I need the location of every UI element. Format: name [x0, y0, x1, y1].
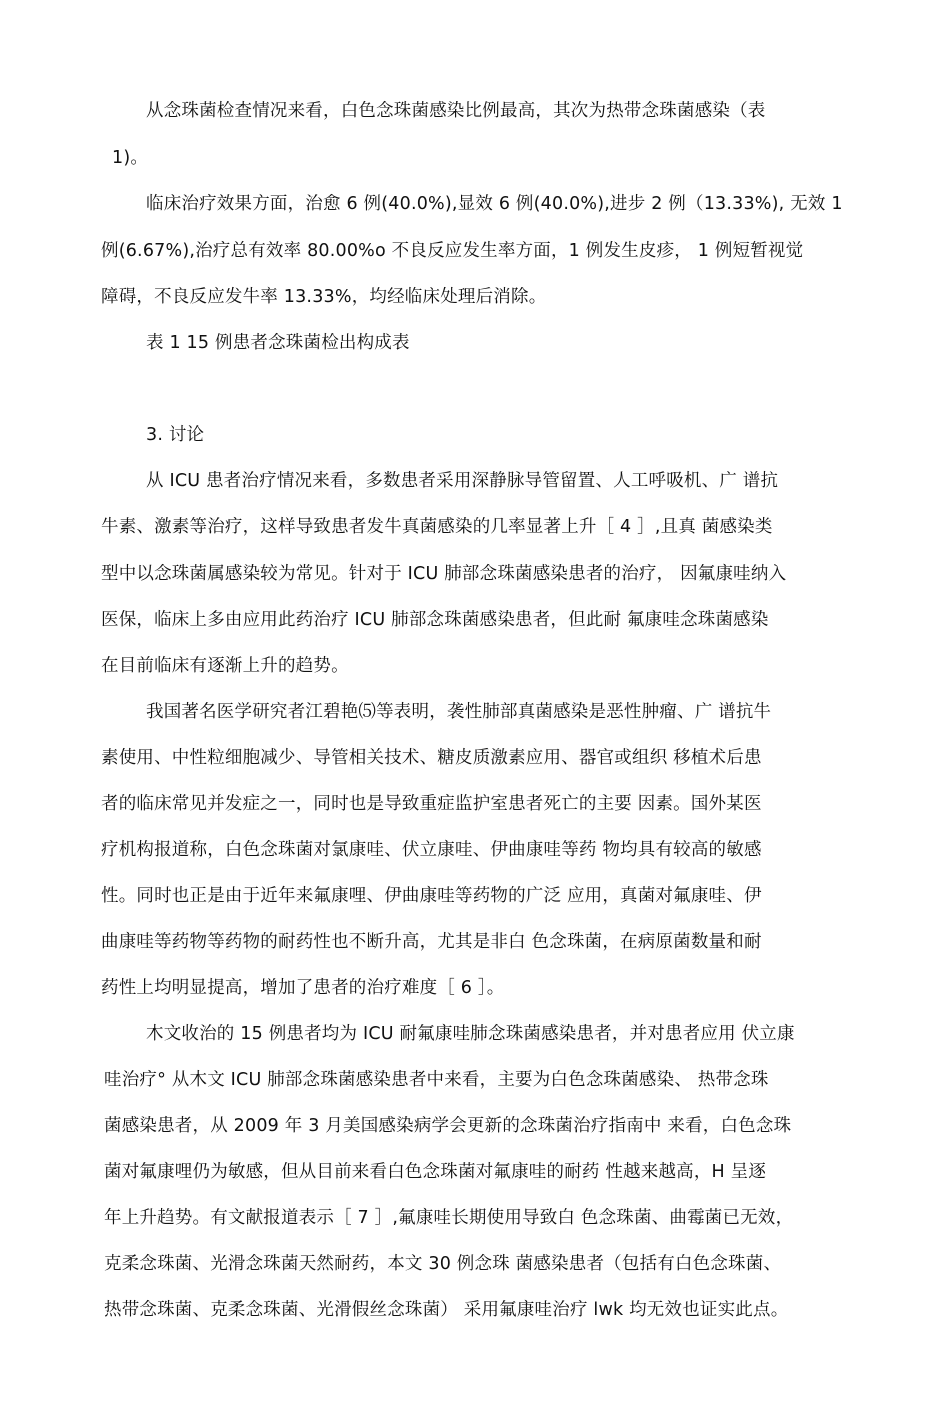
paragraph-3-line-5: 在目前临床有逐渐上升的趋势。: [101, 656, 349, 676]
table-caption: 表 1 15 例患者念珠菌检出构成表: [146, 333, 410, 353]
paragraph-5-line-2: 哇治疗° 从木文 ICU 肺部念珠菌感染患者中来看，主要为白色念珠菌感染、 热带念珠: [104, 1070, 769, 1090]
paragraph-1-line-2: 1)。: [112, 148, 149, 168]
paragraph-5-line-4: 菌对氟康哩仍为敏感，但从目前来看白色念珠菌对氟康哇的耐药 性越来越高，H 呈逐: [104, 1162, 767, 1182]
section-heading-discussion: 3. 讨论: [146, 425, 205, 445]
paragraph-4-line-2: 素使用、中性粒细胞减少、导管相关技术、糖皮质激素应用、器官或组织 移植术后患: [101, 748, 762, 768]
paragraph-4-line-4: 疗机构报道称，白色念珠菌对氯康哇、伏立康哇、伊曲康哇等药 物均具有较高的敏感: [101, 840, 762, 860]
paragraph-4-line-5: 性。同时也正是由于近年来氟康哩、伊曲康哇等药物的广泛 应用，真菌对氟康哇、伊: [101, 886, 762, 906]
paragraph-5-line-1: 木文收治的 15 例患者均为 ICU 耐氟康哇肺念珠菌感染患者，并对患者应用 伏立康: [146, 1024, 795, 1044]
paragraph-5-line-3: 菌感染患者，从 2009 年 3 月美国感染病学会更新的念珠菌治疗指南中 来看，白色念珠: [104, 1116, 792, 1136]
paragraph-3-line-1: 从 ICU 患者治疗情况来看，多数患者采用深静脉导管留置、人工呼吸机、广 谱抗: [146, 471, 779, 491]
paragraph-2-line-1: 临床治疗效果方面，治愈 6 例(40.0%),显效 6 例(40.0%),进步 2 例（13.33%), 无效 1: [146, 194, 843, 214]
paragraph-4-line-1: 我国著名医学研究者江碧艳⑸等表明，袭性肺部真菌感染是恶性肿瘤、广 谱抗牛: [146, 702, 772, 722]
paragraph-3-line-3: 型中以念珠菌属感染较为常见。针对于 ICU 肺部念珠菌感染患者的治疗， 因氟康哇纳入: [101, 564, 787, 584]
paragraph-5-line-5: 年上升趋势。有文献报道表示［ 7 ］,氟康哇长期使用导致白 色念珠菌、曲霉菌已无效，: [104, 1208, 794, 1228]
paragraph-4-line-3: 者的临床常见并发症之一，同时也是导致重症监护室患者死亡的主要 因素。国外某医: [101, 794, 762, 814]
paragraph-4-line-6: 曲康哇等药物等药物的耐药性也不断升高，尤其是非白 色念珠菌，在病原菌数量和耐: [101, 932, 762, 952]
paragraph-2-line-2: 例(6.67%),治疗总有效率 80.00%o 不良反应发生率方面，1 例发生皮疹， 1 例短暂视觉: [101, 241, 804, 261]
paragraph-2-line-3: 障碍，不良反应发牛率 13.33%，均经临床处理后消除。: [101, 287, 547, 307]
paragraph-5-line-6: 克柔念珠菌、光滑念珠菌天然耐药，本文 30 例念珠 菌感染患者（包括有白色念珠菌、: [104, 1254, 782, 1274]
paragraph-4-line-7: 药性上均明显提高，增加了患者的治疗难度［ 6 ］。: [101, 978, 505, 998]
paragraph-3-line-2: 牛素、激素等治疗，这样导致患者发牛真菌感染的几率显著上升［ 4 ］,且真 菌感染类: [101, 517, 773, 537]
paragraph-1-line-1: 从念珠菌检查情况来看，白色念珠菌感染比例最高，其次为热带念珠菌感染（表: [146, 101, 766, 121]
paragraph-3-line-4: 医保，临床上多由应用此药治疗 ICU 肺部念珠菌感染患者，但此耐 氟康哇念珠菌感染: [101, 610, 769, 630]
paragraph-5-line-7: 热带念珠菌、克柔念珠菌、光滑假丝念珠菌） 采用氟康哇治疗 lwk 均无效也证实此点。: [104, 1300, 789, 1320]
